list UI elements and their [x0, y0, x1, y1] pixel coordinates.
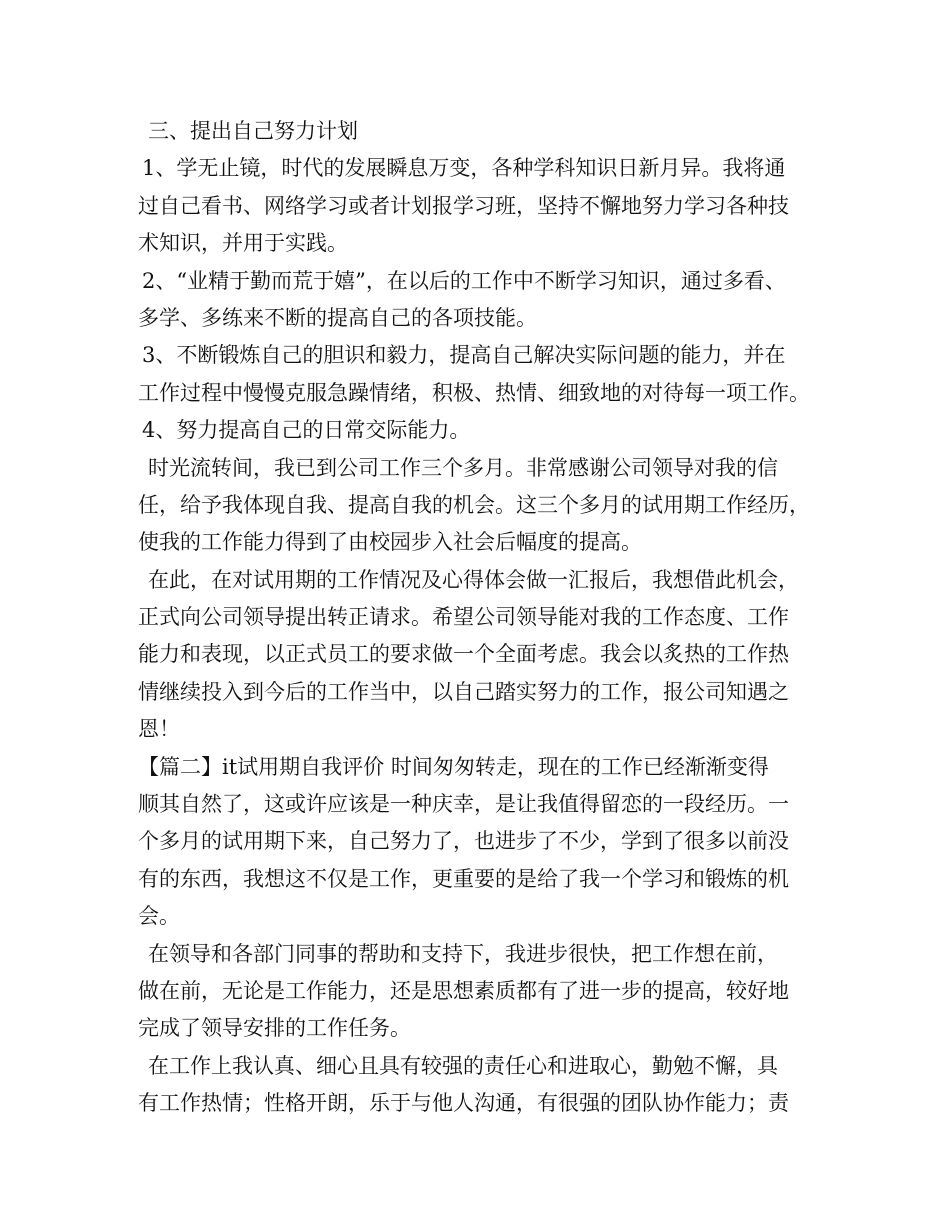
- text-line: 情继续投入到今后的工作当中，以自己踏实努力的工作，报公司知遇之: [138, 679, 789, 704]
- text-line: 有工作热情；性格开朗，乐于与他人沟通，有很强的团队协作能力；责: [138, 1091, 789, 1116]
- text-line: 在此，在对试用期的工作情况及心得体会做一汇报后，我想借此机会，: [148, 567, 799, 592]
- text-line: 2、“业精于勤而荒于嬉”，在以后的工作中不断学习知识，通过多看、: [142, 268, 786, 293]
- text-line: 1、学无止镜，时代的发展瞬息万变，各种学科知识日新月异。我将通: [142, 156, 786, 181]
- text-line: 能力和表现，以正式员工的要求做一个全面考虑。我会以炙热的工作热: [138, 642, 789, 667]
- text-line: 恩！: [138, 717, 180, 742]
- text-line: 工作过程中慢慢克服急躁情绪，积极、热情、细致地的对待每一项工作。: [138, 380, 810, 405]
- text-line: 4、努力提高自己的日常交际能力。: [142, 418, 471, 443]
- text-line: 做在前，无论是工作能力，还是思想素质都有了进一步的提高，较好地: [138, 978, 789, 1003]
- text-line: 顺其自然了，这或许应该是一种庆幸，是让我值得留恋的一段经历。一: [138, 792, 789, 817]
- text-line: 3、不断锻炼自己的胆识和毅力，提高自己解决实际问题的能力，并在: [142, 343, 786, 368]
- section-heading-line: 【篇二】it试用期自我评价 时间匆匆转走，现在的工作已经渐渐变得: [138, 754, 769, 779]
- text-line: 术知识，并用于实践。: [138, 231, 348, 256]
- text-line: 有的东西，我想这不仅是工作，更重要的是给了我一个学习和锻炼的机: [138, 866, 789, 891]
- text-line: 正式向公司领导提出转正请求。希望公司领导能对我的工作态度、工作: [138, 605, 789, 630]
- text-line: 会。: [138, 904, 180, 929]
- text-line: 时光流转间，我已到公司工作三个多月。非常感谢公司领导对我的信: [148, 455, 778, 480]
- text-line: 过自己看书、网络学习或者计划报学习班，坚持不懈地努力学习各种技: [138, 193, 789, 218]
- text-line: 个多月的试用期下来，自己努力了，也进步了不少，学到了很多以前没: [138, 829, 789, 854]
- text-line: 使我的工作能力得到了由校园步入社会后幅度的提高。: [138, 530, 642, 555]
- text-line: 任，给予我体现自我、提高自我的机会。这三个多月的试用期工作经历，: [138, 492, 810, 517]
- text-line: 多学、多练来不断的提高自己的各项技能。: [138, 305, 537, 330]
- text-line: 在领导和各部门同事的帮助和支持下，我进步很快，把工作想在前，: [148, 941, 778, 966]
- document-body: [138, 113, 828, 1123]
- section-heading: 三、提出自己努力计划: [148, 119, 358, 143]
- text-line: 在工作上我认真、细心且具有较强的责任心和进取心，勤勉不懈，具: [148, 1053, 778, 1078]
- text-line: 完成了领导安排的工作任务。: [138, 1016, 411, 1041]
